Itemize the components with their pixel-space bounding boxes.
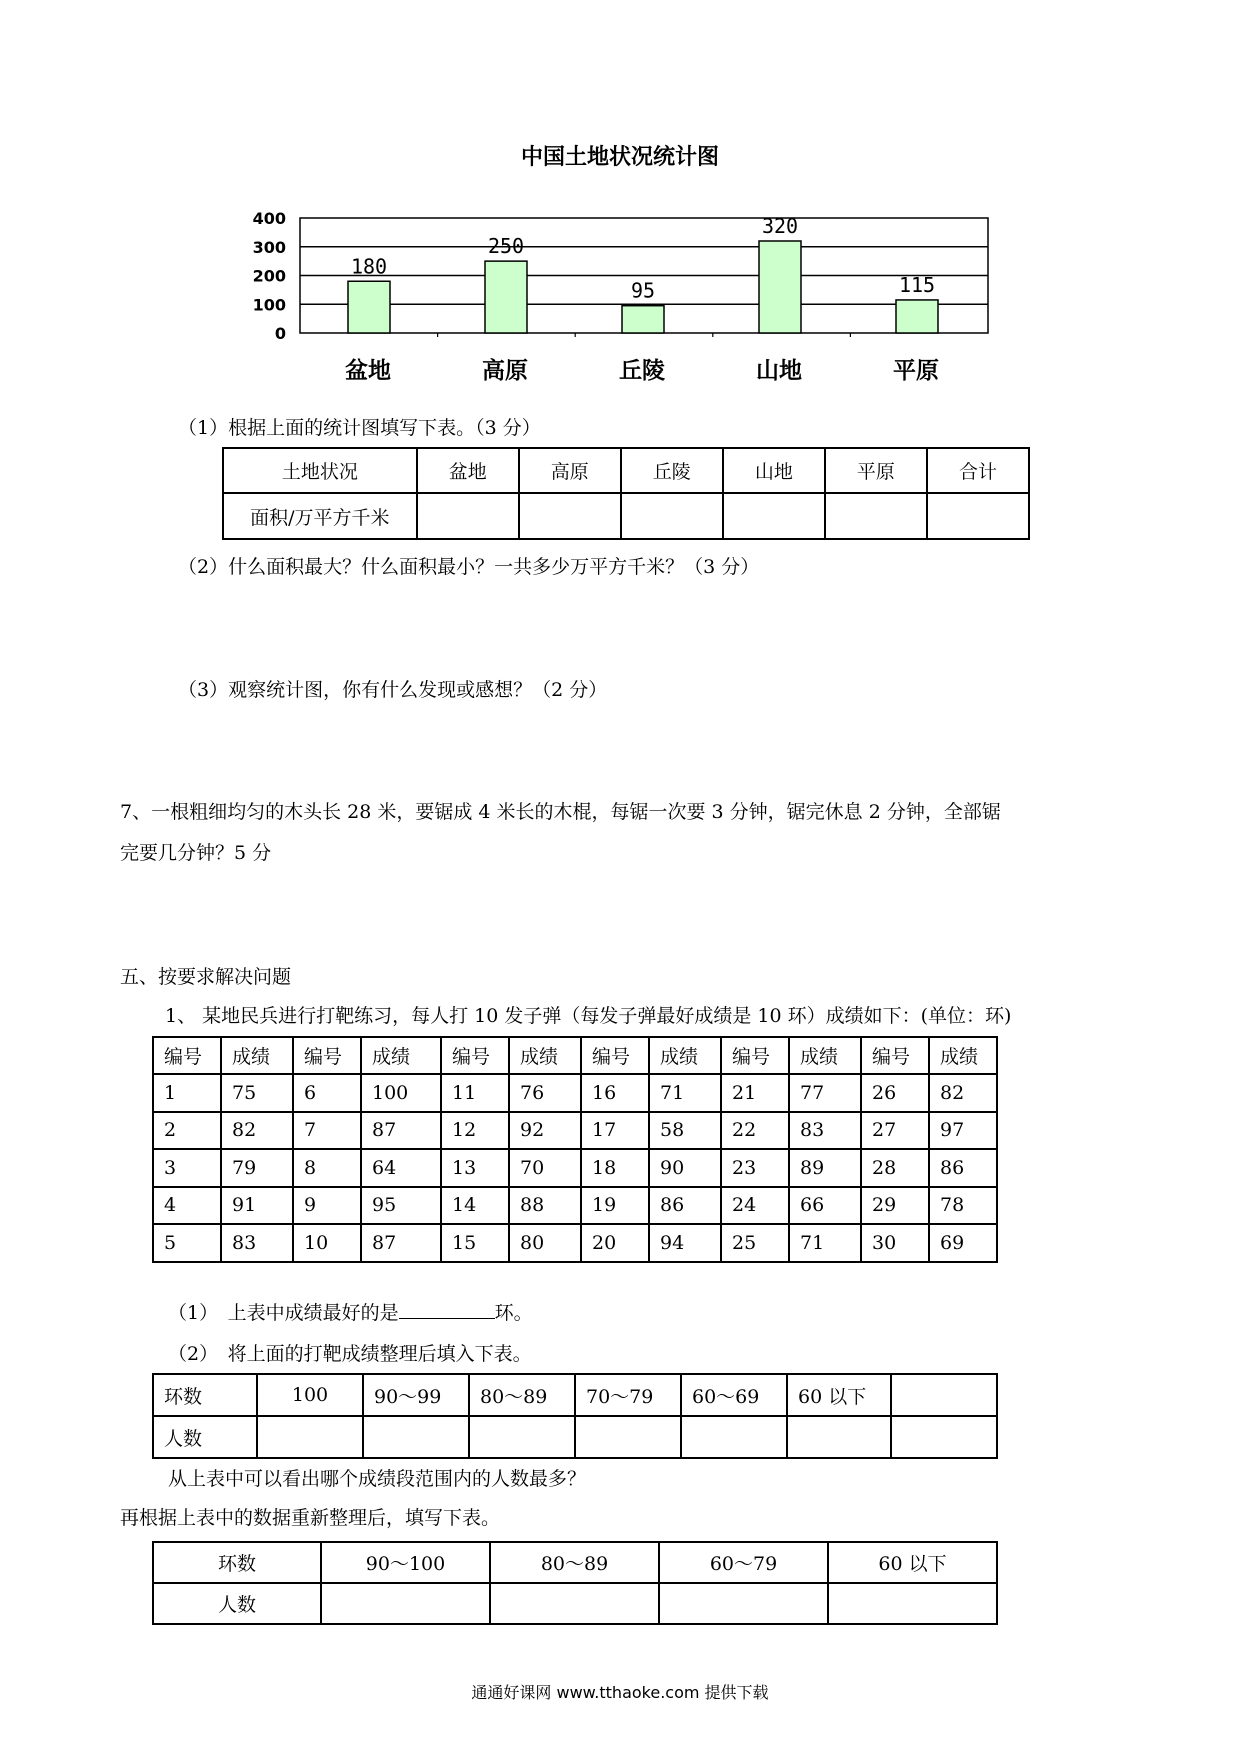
section5-sub2: （2） 将上面的打靶成绩整理后填入下表。: [168, 1343, 532, 1365]
land-table-blank-cell[interactable]: [519, 493, 621, 539]
scores-data-cell: 3: [153, 1149, 221, 1187]
range-table-blank-cell[interactable]: [469, 1416, 575, 1458]
scores-header-cell: 编号: [293, 1037, 361, 1074]
section5-q1-intro: 1、 某地民兵进行打靶练习，每人打 10 发子弹（每发子弹最好成绩是 10 环）成绩如下：(单位：环): [165, 1005, 1012, 1027]
scores-header-cell: 编号: [861, 1037, 929, 1074]
scores-data-cell: 20: [581, 1224, 649, 1262]
scores-data-cell: 2: [153, 1112, 221, 1150]
scores-header-row: [153, 1037, 997, 1074]
scores-data-cell: 77: [789, 1074, 861, 1112]
scores-data-cell: 8: [293, 1149, 361, 1187]
chart-title: 中国土地状况统计图: [520, 145, 719, 170]
scores-data-cell: 83: [221, 1224, 293, 1262]
score-range-table: [152, 1373, 998, 1459]
scores-data-cell: 75: [221, 1074, 293, 1112]
scores-data-cell: 82: [929, 1074, 997, 1112]
score-range-table-2: [152, 1541, 998, 1625]
scores-data-cell: 64: [361, 1149, 441, 1187]
land-table-blank-cell[interactable]: [723, 493, 825, 539]
scores-data-cell: 95: [361, 1187, 441, 1225]
y-tick-label: 0: [274, 324, 286, 343]
scores-data-cell: 76: [509, 1074, 581, 1112]
range2-table-blank-cell[interactable]: [321, 1583, 490, 1624]
scores-data-cell: 12: [441, 1112, 509, 1150]
category-label: 丘陵: [619, 358, 665, 384]
range-table-row-label: 人数: [153, 1416, 257, 1458]
y-tick-label: 400: [252, 209, 286, 228]
scores-header-cell: 编号: [153, 1037, 221, 1074]
scores-data-row: [153, 1074, 997, 1112]
y-tick-label: 200: [252, 266, 286, 286]
scores-data-cell: 78: [929, 1187, 997, 1225]
land-table-header-row: [223, 448, 1029, 493]
scores-data-cell: 80: [509, 1224, 581, 1262]
scores-data-cell: 91: [221, 1187, 293, 1225]
scores-data-cell: 30: [861, 1224, 929, 1262]
q6-part1-prompt: （1）根据上面的统计图填写下表。（3 分）: [178, 417, 541, 439]
best-score-blank[interactable]: [399, 1300, 495, 1319]
range-table-header-cell: 70～79: [575, 1374, 681, 1416]
reorganize-instruction: 再根据上表中的数据重新整理后，填写下表。: [120, 1507, 501, 1529]
range-table-header-cell[interactable]: [891, 1374, 997, 1416]
scores-data-cell: 28: [861, 1149, 929, 1187]
range-table-header-cell: 60 以下: [787, 1374, 891, 1416]
land-table-area-row: [223, 493, 1029, 539]
land-table-blank-cell[interactable]: [825, 493, 927, 539]
range2-table-row-label: 人数: [153, 1583, 321, 1624]
scores-data-cell: 87: [361, 1224, 441, 1262]
q6-part3-prompt: （3）观察统计图，你有什么发现或感想？（2 分）: [178, 679, 608, 701]
land-table-header-cell: 土地状况: [223, 448, 417, 493]
range-table-blank-cell[interactable]: [681, 1416, 787, 1458]
y-tick-label: 100: [252, 295, 286, 315]
scores-header-cell: 成绩: [929, 1037, 997, 1074]
scores-data-row: [153, 1112, 997, 1150]
scores-data-cell: 1: [153, 1074, 221, 1112]
range-table-header-cell: 80～89: [469, 1374, 575, 1416]
y-tick-label: 300: [252, 237, 286, 257]
data-label: 115: [898, 272, 936, 297]
scores-data-cell: 16: [581, 1074, 649, 1112]
scores-data-cell: 7: [293, 1112, 361, 1150]
scores-data-cell: 70: [509, 1149, 581, 1187]
scores-header-cell: 编号: [721, 1037, 789, 1074]
scores-data-cell: 29: [861, 1187, 929, 1225]
scores-data-cell: 79: [221, 1149, 293, 1187]
range-table-count-row: [153, 1416, 997, 1458]
land-table-header-cell: 高原: [519, 448, 621, 493]
range2-table-header-cell: 60 以下: [828, 1542, 997, 1583]
bar-2: [485, 261, 527, 333]
scores-data-cell: 69: [929, 1224, 997, 1262]
section5-sub1: [168, 1298, 533, 1325]
scores-data-cell: 17: [581, 1112, 649, 1150]
range2-table-header-cell: 90～100: [321, 1542, 490, 1583]
scores-data-cell: 24: [721, 1187, 789, 1225]
scores-table-body: [153, 1037, 997, 1262]
scores-data-cell: 87: [361, 1112, 441, 1150]
land-table-blank-cell[interactable]: [927, 493, 1029, 539]
range-table-blank-cell[interactable]: [257, 1416, 363, 1458]
scores-data-cell: 18: [581, 1149, 649, 1187]
scores-data-cell: 89: [789, 1149, 861, 1187]
scores-data-cell: 10: [293, 1224, 361, 1262]
scores-data-cell: 97: [929, 1112, 997, 1150]
section5-heading: 五、按要求解决问题: [120, 966, 292, 988]
land-table-header-cell: 盆地: [417, 448, 519, 493]
bar-3: [622, 306, 664, 333]
category-label: 高原: [482, 358, 528, 384]
scores-data-cell: 15: [441, 1224, 509, 1262]
land-table-header-cell: 合计: [927, 448, 1029, 493]
q7-line2: 完要几分钟？5 分: [120, 842, 272, 864]
range-table-blank-cell[interactable]: [363, 1416, 469, 1458]
scores-data-cell: 26: [861, 1074, 929, 1112]
data-label: 180: [350, 254, 388, 279]
question-most-range: 从上表中可以看出哪个成绩段范围内的人数最多？: [168, 1468, 587, 1490]
scores-data-cell: 19: [581, 1187, 649, 1225]
sub1-suffix: 环。: [494, 1302, 533, 1324]
scores-data-cell: 5: [153, 1224, 221, 1262]
scores-data-cell: 6: [293, 1074, 361, 1112]
range-table-header-row: [153, 1374, 997, 1416]
scores-data-cell: 100: [361, 1074, 441, 1112]
scores-data-cell: 9: [293, 1187, 361, 1225]
shooting-scores-table: [152, 1036, 998, 1263]
scores-data-cell: 25: [721, 1224, 789, 1262]
q6-part2-prompt: （2）什么面积最大？什么面积最小？一共多少万平方千米？（3 分）: [178, 556, 760, 578]
range2-table-count-row: [153, 1583, 997, 1624]
scores-data-cell: 83: [789, 1112, 861, 1150]
category-label: 盆地: [345, 358, 391, 384]
scores-data-cell: 82: [221, 1112, 293, 1150]
range-table-blank-cell[interactable]: [575, 1416, 681, 1458]
land-table-header-cell: 平原: [825, 448, 927, 493]
land-table-header-cell: 丘陵: [621, 448, 723, 493]
range2-table-header-cell: 环数: [153, 1542, 321, 1583]
range2-table-header-row: [153, 1542, 997, 1583]
scores-data-cell: 23: [721, 1149, 789, 1187]
scores-data-cell: 14: [441, 1187, 509, 1225]
bar-4: [759, 241, 801, 333]
range2-table-blank-cell[interactable]: [490, 1583, 659, 1624]
scores-data-cell: 58: [649, 1112, 721, 1150]
page-footer: 通通好课网 www.tthaoke.com 提供下载: [471, 1683, 769, 1702]
scores-data-cell: 11: [441, 1074, 509, 1112]
bar-1: [348, 281, 390, 333]
land-table-blank-cell[interactable]: [417, 493, 519, 539]
land-table-blank-cell[interactable]: [621, 493, 723, 539]
scores-data-cell: 71: [649, 1074, 721, 1112]
range-table-header-cell: 环数: [153, 1374, 257, 1416]
scores-header-cell: 成绩: [649, 1037, 721, 1074]
range2-table-header-cell: 60～79: [659, 1542, 828, 1583]
scores-data-cell: 71: [789, 1224, 861, 1262]
scores-data-cell: 21: [721, 1074, 789, 1112]
range-table-header-cell: 60～69: [681, 1374, 787, 1416]
scores-data-cell: 66: [789, 1187, 861, 1225]
land-table-header-cell: 山地: [723, 448, 825, 493]
scores-header-cell: 成绩: [789, 1037, 861, 1074]
scores-data-row: [153, 1224, 997, 1262]
data-label: 320: [761, 214, 799, 238]
scores-data-cell: 90: [649, 1149, 721, 1187]
range2-table-blank-cell[interactable]: [828, 1583, 997, 1624]
scores-data-cell: 4: [153, 1187, 221, 1225]
scores-data-cell: 13: [441, 1149, 509, 1187]
scores-header-cell: 编号: [441, 1037, 509, 1074]
scores-data-cell: 86: [929, 1149, 997, 1187]
range2-table-header-cell: 80～89: [490, 1542, 659, 1583]
range-table-blank-cell[interactable]: [787, 1416, 891, 1458]
scores-data-cell: 27: [861, 1112, 929, 1150]
scores-data-cell: 88: [509, 1187, 581, 1225]
q7-line1: 7、一根粗细均匀的木头长 28 米，要锯成 4 米长的木棍，每锯一次要 3 分钟，锯完休息 2 分钟，全部锯: [120, 801, 1001, 823]
scores-header-cell: 成绩: [361, 1037, 441, 1074]
land-status-bar-chart: [0, 0, 1240, 400]
land-area-table: [222, 447, 1030, 540]
scores-header-cell: 成绩: [509, 1037, 581, 1074]
category-label: 平原: [893, 358, 939, 384]
scores-data-cell: 22: [721, 1112, 789, 1150]
scores-data-cell: 92: [509, 1112, 581, 1150]
range2-table-blank-cell[interactable]: [659, 1583, 828, 1624]
sub1-prefix: （1） 上表中成绩最好的是: [168, 1302, 399, 1324]
land-table-row-label: 面积/万平方千米: [223, 493, 417, 539]
scores-data-cell: 94: [649, 1224, 721, 1262]
range-table-blank-cell[interactable]: [891, 1416, 997, 1458]
scores-data-cell: 86: [649, 1187, 721, 1225]
data-label: 95: [630, 278, 656, 303]
range-table-header-cell: 90～99: [363, 1374, 469, 1416]
scores-header-cell: 编号: [581, 1037, 649, 1074]
bar-5: [896, 300, 938, 333]
range-table-header-cell: 100: [257, 1374, 363, 1416]
scores-data-row: [153, 1149, 997, 1187]
data-label: 250: [487, 234, 525, 259]
scores-header-cell: 成绩: [221, 1037, 293, 1074]
category-label: 山地: [756, 358, 802, 384]
scores-data-row: [153, 1187, 997, 1225]
